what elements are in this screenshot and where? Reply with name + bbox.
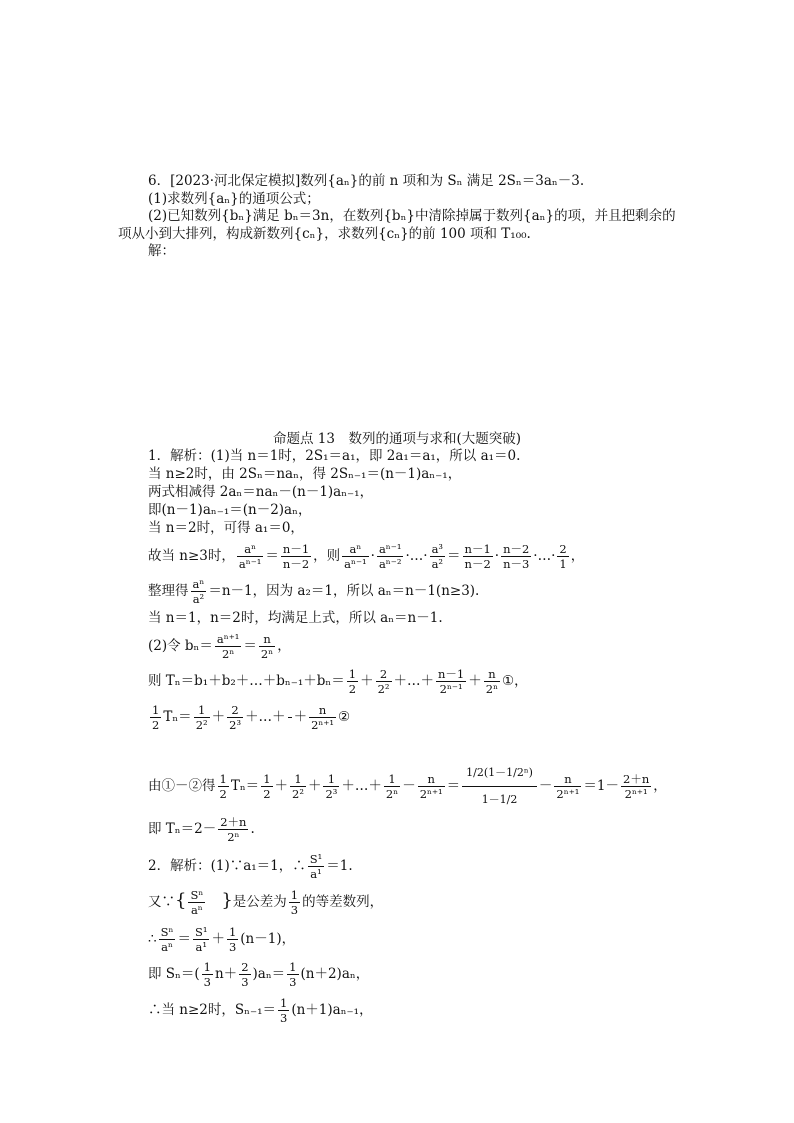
fraction: $\frac{1}{2}$ bbox=[348, 667, 357, 696]
sol1-line-11: $\frac{1}{2}$ Tₙ＝ $\frac{1}{\text{2²}}$ ＋ $\frac{2}{\text{2³}}$ ＋…＋ ＋ $\frac{n}{\text{2ⁿ⁺¹}}$ ② bbox=[152, 703, 351, 732]
sol1-line-10: 则 Tₙ＝b₁＋b₂＋…＋bₙ₋₁＋bₙ＝ $\frac{1}{2}$ ＋ $\frac{2}{\text{2²}}$ ＋…＋ $\frac{n-1}{\text{2ⁿ⁻¹}}$ ＋ $\frac{n}{\text{2ⁿ}}$ ①， bbox=[148, 667, 528, 696]
fraction: $\frac{n}{\text{2ⁿ}}$ bbox=[260, 632, 274, 661]
fraction: $\frac{\text{a³}}{\text{a²}}$ bbox=[431, 542, 444, 571]
fraction: $\frac{\text{aⁿ⁺¹}}{\text{2ⁿ}}$ bbox=[216, 632, 240, 661]
fraction: $\frac{1}{3}$ bbox=[289, 960, 297, 989]
sol2-line-4: 即 Sₙ＝( $\frac{1}{3}$ n＋ $\frac{2}{3}$ )aₙ＝ $\frac{1}{3}$ (n＋2)aₙ， bbox=[148, 960, 370, 989]
fraction: $\frac{2}{\text{2³}}$ bbox=[229, 703, 242, 732]
sol1-line-8: 当 n＝1，n＝2时，均满足上式，所以 aₙ＝n－1. bbox=[148, 610, 443, 626]
fraction: $\frac{n}{\text{2ⁿ}}$ bbox=[485, 667, 499, 696]
sol1-line-12: 由①－②得 $\frac{1}{2}$ Tₙ＝ $\frac{1}{2}$ ＋ $\frac{1}{\text{2²}}$ ＋ $\frac{1}{\text{2³}}$ ＋…＋ $\frac{1}{\text{2ⁿ}}$ － $\frac{n}{\text{2ⁿ⁺¹}}$ ＝ $\frac{\text{1/2(1－1/2ⁿ)}}{1-1/2}$ － $\frac{n}{\text{2ⁿ⁺¹}}$ ＝1－ $\frac{2+n}{\text{2ⁿ⁺¹}}$ ， bbox=[148, 760, 667, 813]
fraction: $\frac{1}{3}$ bbox=[290, 888, 299, 917]
fraction: $\frac{\text{Sⁿ}}{\text{aⁿ}}$ bbox=[160, 925, 174, 954]
fraction: $\frac{n}{\text{2ⁿ⁺¹}}$ bbox=[311, 703, 335, 732]
fraction: $\frac{2}{3}$ bbox=[241, 960, 249, 989]
sol2-line-5: ∴当 n≥2时，Sₙ₋₁＝ $\frac{1}{3}$ (n＋1)aₙ₋₁， bbox=[148, 996, 373, 1025]
sol1-line-5: 当 n＝2时，可得 a₁＝0， bbox=[148, 520, 304, 536]
fraction: $\frac{1}{3}$ bbox=[203, 960, 211, 989]
fraction: $\frac{1}{\text{2²}}$ bbox=[292, 772, 304, 801]
fraction: $\frac{\text{Sⁿ}}{\text{aⁿ}}$ bbox=[190, 888, 204, 917]
fraction: $\frac{2+n}{\text{2ⁿ}}$ bbox=[220, 815, 247, 844]
fraction: $\frac{1}{2}$ bbox=[263, 772, 271, 801]
sol2-line-1: 2．解析：(1)∵a₁＝1，∴ $\frac{\text{S¹}}{\text{a¹}}$ ＝1. bbox=[148, 852, 353, 881]
fraction: $\frac{1}{2}$ bbox=[219, 772, 227, 801]
fraction: $\frac{n}{\text{2ⁿ⁺¹}}$ bbox=[556, 772, 580, 801]
fraction: $\frac{2}{\text{2²}}$ bbox=[377, 667, 390, 696]
sol1-line-13: 即 Tₙ＝2－ $\frac{2+n}{\text{2ⁿ}}$ . bbox=[148, 815, 255, 844]
fraction: $\frac{n-1}{n-2}$ bbox=[464, 542, 491, 571]
sol1-line-3: 两式相减得 2aₙ＝naₙ－(n－1)aₙ₋₁， bbox=[148, 484, 374, 500]
sol1-line-1: 1．解析：(1)当 n＝1时，2S₁＝a₁，即 2a₁＝a₁，所以 a₁＝0. bbox=[148, 448, 521, 464]
fraction: $\frac{2}{1}$ bbox=[559, 542, 567, 571]
problem-line-4: 项从小到大排列，构成新数列{cₙ}，求数列{cₙ}的前 100 项和 T₁₀₀. bbox=[118, 226, 531, 242]
sol2-line-2: 又∵{ $\frac{\text{Sⁿ}}{\text{aⁿ}}$ }是公差为 $\frac{1}{3}$ 的等差数列， bbox=[148, 888, 384, 917]
left-brace-icon: { bbox=[175, 890, 187, 911]
big-fraction: $\frac{\text{1/2(1－1/2ⁿ)}}{1-1/2}$ bbox=[462, 760, 537, 813]
fraction: $\frac{1}{3}$ bbox=[280, 996, 288, 1025]
fraction: $\frac{1}{3}$ bbox=[228, 925, 237, 954]
problem-line-5: 解： bbox=[148, 243, 175, 259]
fraction: $\frac{2+n}{\text{2ⁿ⁺¹}}$ bbox=[623, 772, 650, 801]
fraction: $\frac{1}{2}$ bbox=[152, 703, 160, 732]
fraction: $\frac{1}{\text{2²}}$ bbox=[195, 703, 208, 732]
fraction: $\frac{\text{S¹}}{\text{a¹}}$ bbox=[194, 925, 208, 954]
sol1-line-4: 即(n－1)aₙ₋₁＝(n－2)aₙ， bbox=[148, 502, 312, 518]
problem-line-3: (2)已知数列{bₙ}满足 bₙ＝3n，在数列{bₙ}中清除掉属于数列{aₙ}的项，并且把剩余的 bbox=[148, 208, 676, 224]
fraction: $\frac{\text{aⁿ⁻¹}}{\text{aⁿ⁻²}}$ bbox=[378, 542, 402, 571]
fraction bbox=[288, 717, 292, 718]
sol1-line-7: 整理得 $\frac{\text{aⁿ}}{\text{a²}}$ ＝n－1，因为 a₂＝1，所以 aₙ＝n－1(n≥3). bbox=[148, 577, 480, 606]
section-title: 命题点 13 数列的通项与求和(大题突破) bbox=[272, 431, 521, 447]
sol1-line-9: (2)令 bₙ＝ $\frac{\text{aⁿ⁺¹}}{\text{2ⁿ}}$ ＝ $\frac{n}{\text{2ⁿ}}$ ， bbox=[148, 632, 291, 661]
sol2-line-3: ∴ $\frac{\text{Sⁿ}}{\text{aⁿ}}$ ＝ $\frac{\text{S¹}}{\text{a¹}}$ ＋ $\frac{1}{3}$ (n－1)， bbox=[148, 925, 296, 954]
fraction: $\frac{1}{\text{2³}}$ bbox=[325, 772, 338, 801]
sol1-line-2: 当 n≥2时，由 2Sₙ＝naₙ，得 2Sₙ₋₁＝(n－1)aₙ₋₁， bbox=[148, 466, 462, 482]
right-brace-icon: } bbox=[221, 890, 233, 911]
sol1-line-6: 故当 n≥3时， $\frac{\text{aⁿ}}{\text{aⁿ⁻¹}}$ ＝ $\frac{n-1}{n-2}$ ，则 $\frac{\text{aⁿ}}{\text{aⁿ⁻¹}}$ · $\frac{\text{aⁿ⁻¹}}{\text{aⁿ⁻²}}$ ·…· $\frac{\text{a³}}{\text{a²}}$ ＝ $\frac{n-1}{n-2}$ · $\frac{n-2}{n-3}$ ·…· $\frac{2}{1}$ ， bbox=[148, 542, 585, 571]
fraction: $\frac{n-2}{n-3}$ bbox=[503, 542, 530, 571]
fraction: $\frac{\text{aⁿ}}{\text{a²}}$ bbox=[192, 577, 205, 606]
fraction: $\frac{n-1}{\text{2ⁿ⁻¹}}$ bbox=[438, 667, 465, 696]
problem-line-2: (1)求数列{aₙ}的通项公式； bbox=[148, 191, 320, 207]
problem-line-1: 6．[2023·河北保定模拟]数列{aₙ}的前 n 项和为 Sₙ 满足 2Sₙ＝3aₙ－3. bbox=[148, 173, 585, 189]
fraction: $\frac{1}{\text{2ⁿ}}$ bbox=[385, 772, 399, 801]
fraction: $\frac{\text{aⁿ}}{\text{aⁿ⁻¹}}$ bbox=[238, 542, 262, 571]
fraction: $\frac{\text{aⁿ}}{\text{aⁿ⁻¹}}$ bbox=[344, 542, 367, 571]
fraction: $\frac{\text{S¹}}{\text{a¹}}$ bbox=[309, 852, 323, 881]
fraction: $\frac{n-1}{n-2}$ bbox=[282, 542, 310, 571]
fraction: $\frac{n}{\text{2ⁿ⁺¹}}$ bbox=[419, 772, 443, 801]
